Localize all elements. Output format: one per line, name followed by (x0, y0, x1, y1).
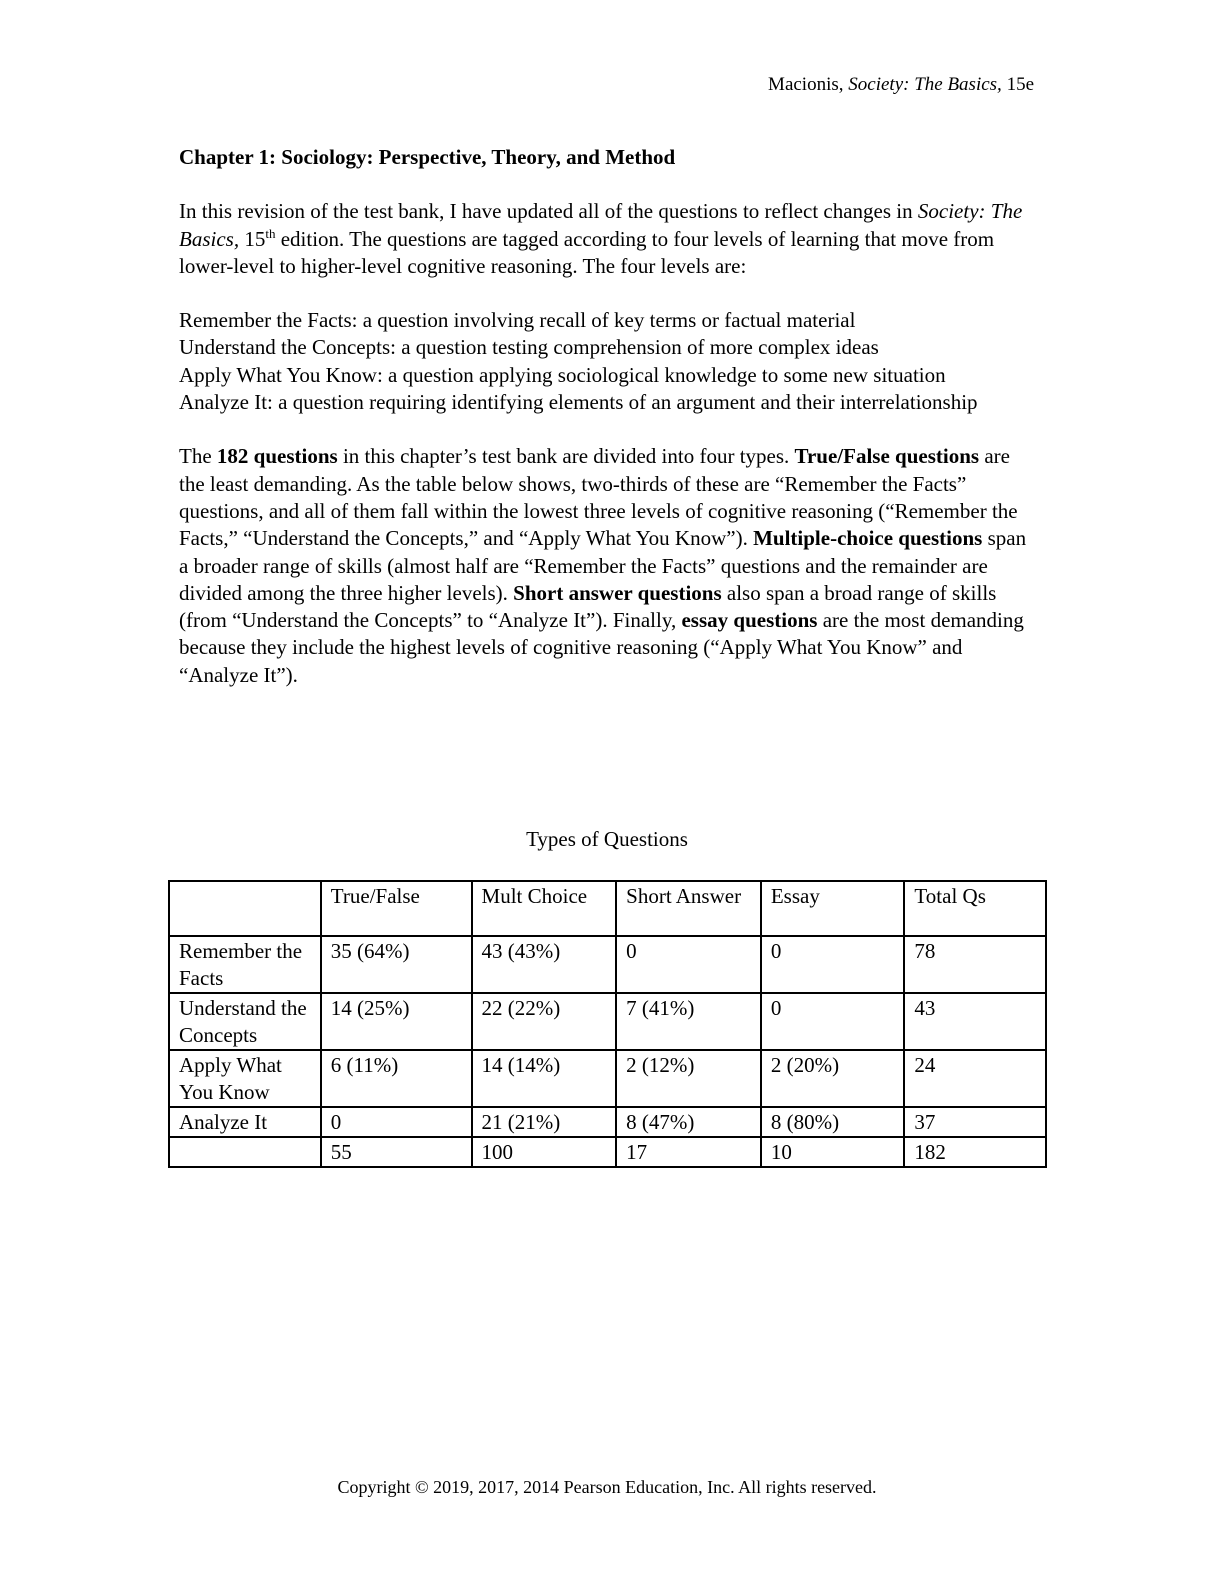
ordinal-suffix: th (265, 225, 276, 241)
table-cell: 14 (14%) (472, 1050, 617, 1107)
table-cell: 22 (22%) (472, 993, 617, 1050)
total-cell: 55 (321, 1137, 472, 1167)
table-cell: 21 (21%) (472, 1107, 617, 1137)
total-cell: 100 (472, 1137, 617, 1167)
table-cell: 43 (43%) (472, 936, 617, 993)
intro-text: 15 (239, 226, 266, 251)
header-cell: Mult Choice (472, 881, 617, 936)
row-label: Understand the Concepts (169, 993, 321, 1050)
summary-bold: essay questions (681, 608, 818, 633)
total-cell: 17 (616, 1137, 761, 1167)
intro-paragraph (179, 198, 1039, 280)
intro-book-title: Society: The Basics, (179, 199, 1023, 251)
header-cell: Essay (761, 881, 905, 936)
running-header (768, 73, 1034, 97)
summary-text: are the least demanding. As the table below shows, two-thirds of these are “Remember the Facts” questions, and all of them fall within the lowest three levels of cognitive reasoning (“Remember the Facts,” “Understand the Concepts,” and “Apply What You Know”). (179, 444, 1018, 551)
level-item: Apply What You Know: a question applying sociological knowledge to some new situation (179, 362, 946, 387)
table-row (169, 993, 1046, 1050)
table-cell: 37 (904, 1107, 1046, 1137)
level-item: Analyze It: a question requiring identifying elements of an argument and their interrelationship (179, 390, 978, 415)
table-totals-row (169, 1137, 1046, 1167)
row-label (169, 1137, 321, 1167)
summary-text: are the most demanding because they include the highest levels of cognitive reasoning (“Apply What You Know” and “Analyze It”). (179, 608, 1024, 687)
summary-bold: Short answer questions (513, 580, 722, 605)
total-cell: 182 (904, 1137, 1046, 1167)
summary-paragraph (179, 443, 1039, 689)
summary-text: also span a broad range of skills (from “Understand the Concepts” to “Analyze It”). Finally, (179, 580, 997, 633)
summary-text: span a broader range of skills (almost half are “Remember the Facts” questions and the remainder are divided among the three higher levels). (179, 526, 1027, 605)
table-cell: 0 (761, 936, 905, 993)
table-cell: 43 (904, 993, 1046, 1050)
chapter-title: Chapter 1: Sociology: Perspective, Theory, and Method (179, 145, 676, 169)
header-cell: Total Qs (904, 881, 1046, 936)
table-cell: 35 (64%) (321, 936, 472, 993)
table-cell: 14 (25%) (321, 993, 472, 1050)
table-cell: 8 (80%) (761, 1107, 905, 1137)
header-cell: True/False (321, 881, 472, 936)
document-body (179, 144, 1039, 716)
row-label: Remember the Facts (169, 936, 321, 993)
table-cell: 7 (41%) (616, 993, 761, 1050)
summary-text: in this chapter’s test bank are divided into four types. (337, 444, 795, 469)
summary-bold: True/False questions (794, 444, 980, 469)
level-item: Understand the Concepts: a question testing comprehension of more complex ideas (179, 335, 879, 360)
copyright-footer: Copyright © 2019, 2017, 2014 Pearson Education, Inc. All rights reserved. (337, 1477, 877, 1497)
summary-bold: 182 questions (216, 444, 338, 469)
table-row (169, 936, 1046, 993)
header-cell (169, 881, 321, 936)
table-cell: 6 (11%) (321, 1050, 472, 1107)
header-edition: 15e (1006, 74, 1034, 95)
total-cell: 10 (761, 1137, 905, 1167)
table-cell: 0 (616, 936, 761, 993)
table-cell: 8 (47%) (616, 1107, 761, 1137)
header-book-title: Society: The Basics, (848, 74, 1002, 95)
table-row (169, 1107, 1046, 1137)
intro-text: In this revision of the test bank, I have updated all of the questions to reflect changes in (179, 199, 918, 224)
table-header-row (169, 881, 1046, 936)
table-row (169, 1050, 1046, 1107)
summary-text: The (179, 444, 217, 469)
header-cell: Short Answer (616, 881, 761, 936)
question-types-table (168, 880, 1047, 1168)
row-label: Apply What You Know (169, 1050, 321, 1107)
table-cell: 0 (761, 993, 905, 1050)
row-label: Analyze It (169, 1107, 321, 1137)
table-caption: Types of Questions (526, 827, 688, 851)
summary-bold: Multiple-choice questions (753, 526, 983, 551)
table-cell: 2 (20%) (761, 1050, 905, 1107)
table-cell: 78 (904, 936, 1046, 993)
intro-text: edition. The questions are tagged according to four levels of learning that move from lower-level to higher-level cognitive reasoning. The four levels are: (179, 226, 995, 278)
header-author: Macionis, (768, 74, 844, 95)
table-cell: 2 (12%) (616, 1050, 761, 1107)
table-cell: 24 (904, 1050, 1046, 1107)
table-cell: 0 (321, 1107, 472, 1137)
levels-list (179, 307, 1039, 416)
level-item: Remember the Facts: a question involving recall of key terms or factual material (179, 308, 856, 333)
